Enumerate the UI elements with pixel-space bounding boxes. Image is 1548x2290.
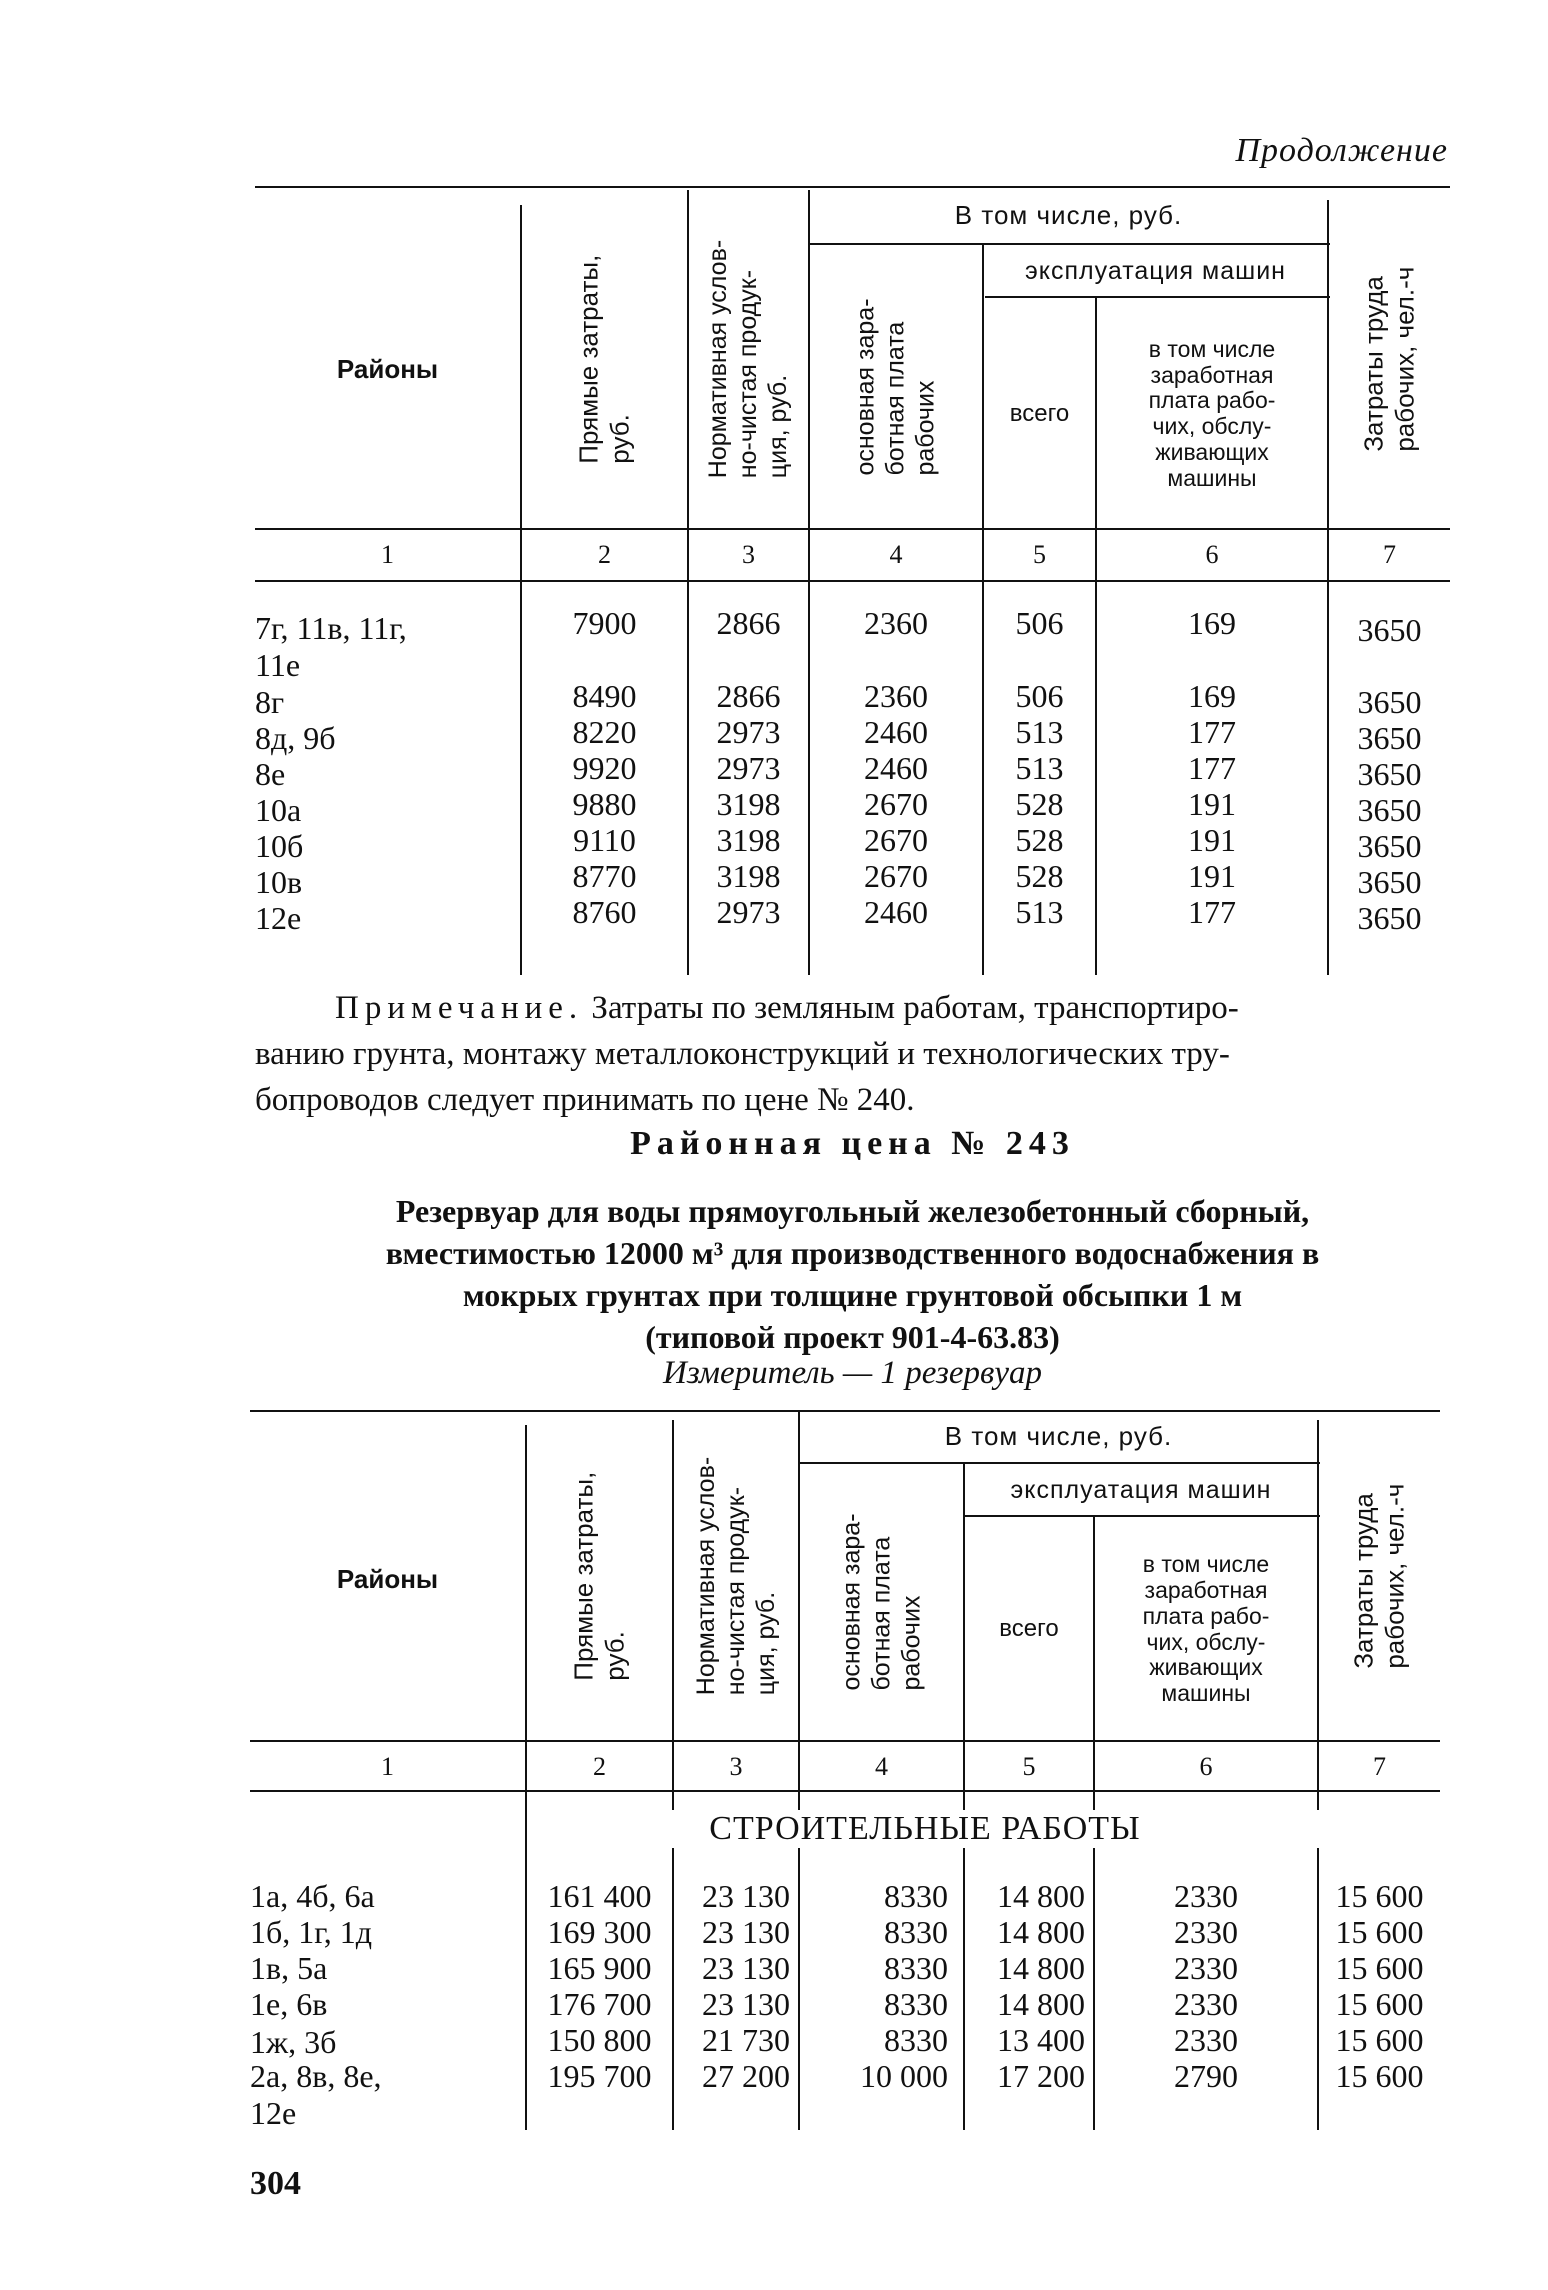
cell-base-wage: 10 000 [860,2058,948,2094]
cell-labor: 3650 [1357,756,1422,792]
cell-base-wage: 2670 [864,822,928,858]
cell-normative: 23 130 [702,1914,790,1950]
cell-labor: 15 600 [1335,1914,1424,1950]
note-label: Примечание. [335,990,584,1026]
column-number: 6 [1205,540,1219,569]
cell-operator-wage: 177 [1188,714,1236,750]
cell-direct: 9920 [572,750,637,786]
cell-base-wage: 2360 [864,678,928,714]
cell-labor: 3650 [1357,612,1422,648]
cell-machine-total: 17 200 [997,2058,1085,2094]
cell-direct: 161 400 [547,1878,652,1914]
row-districts: 1б, 1г, 1д [250,1914,373,1950]
column-number: 7 [1383,540,1396,569]
cell-labor: 3650 [1357,792,1422,828]
cell-normative: 23 130 [702,1878,790,1914]
row-districts: 10б [255,828,304,864]
cell-labor: 3650 [1357,720,1422,756]
price-title: Районная цена № 243 [630,1125,1075,1162]
header-including: В том числе, руб. [954,200,1183,231]
cell-machine-total: 528 [1015,858,1064,894]
cell-direct: 8770 [572,858,637,894]
cell-direct: 8220 [572,714,637,750]
row-districts: 10а [255,792,302,828]
note-line-2: ванию грунта, монтажу металлоконструкций и технологических тру- [255,1036,1230,1072]
cell-operator-wage: 191 [1188,858,1236,894]
column-number: 1 [381,540,394,569]
column-number: 5 [1033,540,1046,569]
header-base-wage: основная зара- ботная плата рабочих [852,297,940,476]
cell-base-wage: 8330 [884,1986,948,2022]
cell-operator-wage: 169 [1188,605,1236,641]
cell-normative: 23 130 [702,1950,790,1986]
cell-direct: 8760 [572,894,637,930]
cell-base-wage: 2360 [864,605,928,641]
header-machine-operation: эксплуатация машин [1010,1476,1272,1504]
row-districts: 10в [255,864,303,900]
header-direct-costs: Прямые затраты, руб. [573,254,635,464]
cell-machine-total: 13 400 [997,2022,1085,2058]
description-line-4: (типовой проект 901-4-63.83) [645,1319,1060,1355]
cell-machine-total: 528 [1015,822,1064,858]
cell-labor: 15 600 [1335,1950,1424,1986]
cell-operator-wage: 191 [1188,822,1236,858]
column-number: 2 [593,1752,606,1781]
row-districts: 1ж, 3б [250,2024,337,2060]
header-operator-wage: в том числе заработная плата рабо- чих, обслу- живающих машины [1148,335,1276,491]
column-number: 1 [381,1752,394,1781]
header-direct-costs: Прямые затраты, руб. [568,1471,630,1681]
row-districts: 1в, 5а [250,1950,328,1986]
cell-labor: 3650 [1357,900,1422,936]
header-total: всего [999,1615,1059,1643]
cell-base-wage: 8330 [884,1878,948,1914]
column-number: 3 [742,540,755,569]
header-normative-product: Нормативная услов- но-чистая продук- ция, руб. [692,1456,780,1696]
cell-direct: 8490 [572,678,637,714]
row-districts: 8д, 9б [255,720,336,756]
row-districts: 8е [255,756,286,792]
cell-normative: 2973 [716,714,781,750]
header-including: В том числе, руб. [944,1421,1173,1452]
cell-machine-total: 14 800 [997,1914,1085,1950]
cell-normative: 2866 [716,678,781,714]
description-line-2: вместимостью 12000 м³ для производственного водоснабжения в [385,1235,1320,1271]
cell-machine-total: 506 [1015,678,1064,714]
cell-labor: 15 600 [1335,1986,1424,2022]
cell-labor: 3650 [1357,828,1422,864]
cell-operator-wage: 2330 [1174,1950,1238,1986]
cell-normative: 2973 [716,894,781,930]
cell-labor: 3650 [1357,684,1422,720]
header-operator-wage: в том числе заработная плата рабо- чих, обслу- живающих машины [1142,1551,1270,1706]
cell-direct: 9110 [573,822,636,858]
cell-normative: 2866 [716,605,781,641]
row-districts: 1а, 4б, 6а [250,1878,375,1914]
cell-operator-wage: 169 [1188,678,1236,714]
cell-direct: 169 300 [547,1914,652,1950]
cell-normative: 3198 [716,822,781,858]
row-districts: 2а, 8в, 8е, 12е [250,2058,382,2131]
column-number: 6 [1199,1752,1213,1781]
cell-operator-wage: 177 [1188,894,1236,930]
cell-base-wage: 2460 [864,750,928,786]
cell-machine-total: 506 [1015,605,1064,641]
cell-operator-wage: 191 [1188,786,1236,822]
cell-operator-wage: 2330 [1174,1986,1238,2022]
column-number: 4 [875,1752,888,1781]
cell-labor: 3650 [1357,864,1422,900]
header-labor-costs: Затраты труда рабочих, чел.-ч [1348,1483,1410,1669]
cell-machine-total: 14 800 [997,1950,1085,1986]
note-line-3: бопроводов следует принимать по цене № 240. [255,1082,915,1118]
section-title: СТРОИТЕЛЬНЫЕ РАБОТЫ [530,1810,1320,1848]
cell-base-wage: 2670 [864,786,928,822]
cell-operator-wage: 177 [1188,750,1236,786]
cell-base-wage: 2670 [864,858,928,894]
cell-base-wage: 8330 [884,1950,948,1986]
continuation-label: Продолжение [1235,132,1448,169]
cell-base-wage: 2460 [864,894,928,930]
cell-machine-total: 14 800 [997,1878,1085,1914]
cell-base-wage: 8330 [884,1914,948,1950]
cell-direct: 9880 [572,786,637,822]
cell-direct: 150 800 [547,2022,652,2058]
cell-labor: 15 600 [1335,1878,1424,1914]
header-rayony: Районы [336,1564,439,1595]
cell-direct: 165 900 [547,1950,652,1986]
column-number: 3 [729,1752,743,1781]
cell-machine-total: 513 [1015,750,1064,786]
cell-labor: 15 600 [1335,2058,1424,2094]
cell-normative: 23 130 [702,1986,790,2022]
cell-base-wage: 8330 [884,2022,948,2058]
cell-operator-wage: 2790 [1174,2058,1238,2094]
cell-direct: 7900 [572,605,637,641]
cell-normative: 21 730 [702,2022,790,2058]
column-number: 5 [1022,1752,1036,1781]
note-line-1: Затраты по земляным работам, транспортиро- [591,990,1239,1026]
column-number: 4 [889,540,903,569]
header-normative-product: Нормативная услов- но-чистая продук- ция, руб. [704,239,793,479]
cell-normative: 3198 [716,786,781,822]
page-number: 304 [250,2165,301,2202]
row-districts: 7г, 11в, 11г, 11е [255,610,407,683]
description-line-3: мокрых грунтах при толщине грунтовой обсыпки 1 м [462,1277,1243,1313]
column-number: 7 [1373,1752,1386,1781]
header-rayony: Районы [336,354,439,385]
column-number: 2 [598,540,611,569]
header-labor-costs: Затраты труда рабочих, чел.-ч [1358,266,1420,452]
cell-machine-total: 528 [1015,786,1064,822]
cell-normative: 2973 [716,750,781,786]
note [255,985,1455,1123]
header-base-wage: основная зара- ботная плата рабочих [837,1513,926,1691]
cell-operator-wage: 2330 [1174,2022,1238,2058]
measure-unit: Измеритель — 1 резервуар [663,1355,1042,1391]
cell-base-wage: 2460 [864,714,928,750]
cell-machine-total: 513 [1015,894,1064,930]
object-description [255,1190,1450,1358]
cell-machine-total: 513 [1015,714,1064,750]
header-machine-operation: эксплуатация машин [1025,257,1286,285]
header-total: всего [1009,399,1070,427]
row-districts: 8г [255,684,285,720]
cell-direct: 195 700 [547,2058,652,2094]
cell-normative: 27 200 [702,2058,790,2094]
row-districts: 12е [255,900,302,936]
description-line-1: Резервуар для воды прямоугольный железобетонный сборный, [395,1193,1310,1229]
cell-operator-wage: 2330 [1174,1914,1238,1950]
row-districts: 1е, 6в [250,1986,328,2022]
cell-operator-wage: 2330 [1174,1878,1238,1914]
cell-machine-total: 14 800 [997,1986,1085,2022]
cell-labor: 15 600 [1335,2022,1424,2058]
cell-direct: 176 700 [547,1986,652,2022]
cell-normative: 3198 [716,858,781,894]
